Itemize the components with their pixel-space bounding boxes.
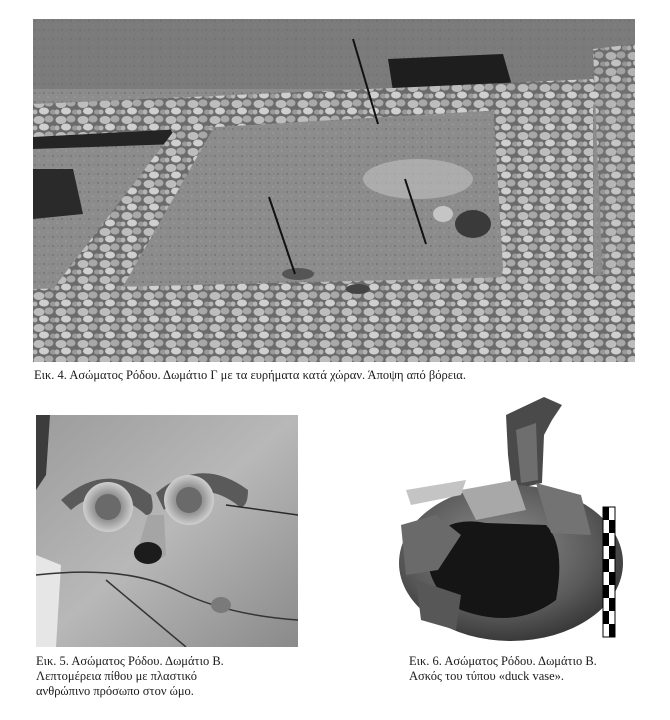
pithos-face-photo <box>36 415 298 647</box>
figure-4-caption: Εικ. 4. Ασώματος Ρόδου. Δωμάτιο Γ με τα ευρήματα κατά χώραν. Άποψη από βόρεια. <box>34 368 466 382</box>
figure-6-caption: Εικ. 6. Ασώματος Ρόδου. Δωμάτιο Β. Ασκός του τύπου «duck vase». <box>409 654 597 683</box>
duck-vase-photo <box>366 395 636 650</box>
excavation-photo <box>33 19 635 362</box>
figure-5-caption: Εικ. 5. Ασώματος Ρόδου. Δωμάτιο Β. Λεπτομέρεια πίθου με πλαστικό ανθρώπινο πρόσωπο στον ώμο. <box>36 654 224 698</box>
